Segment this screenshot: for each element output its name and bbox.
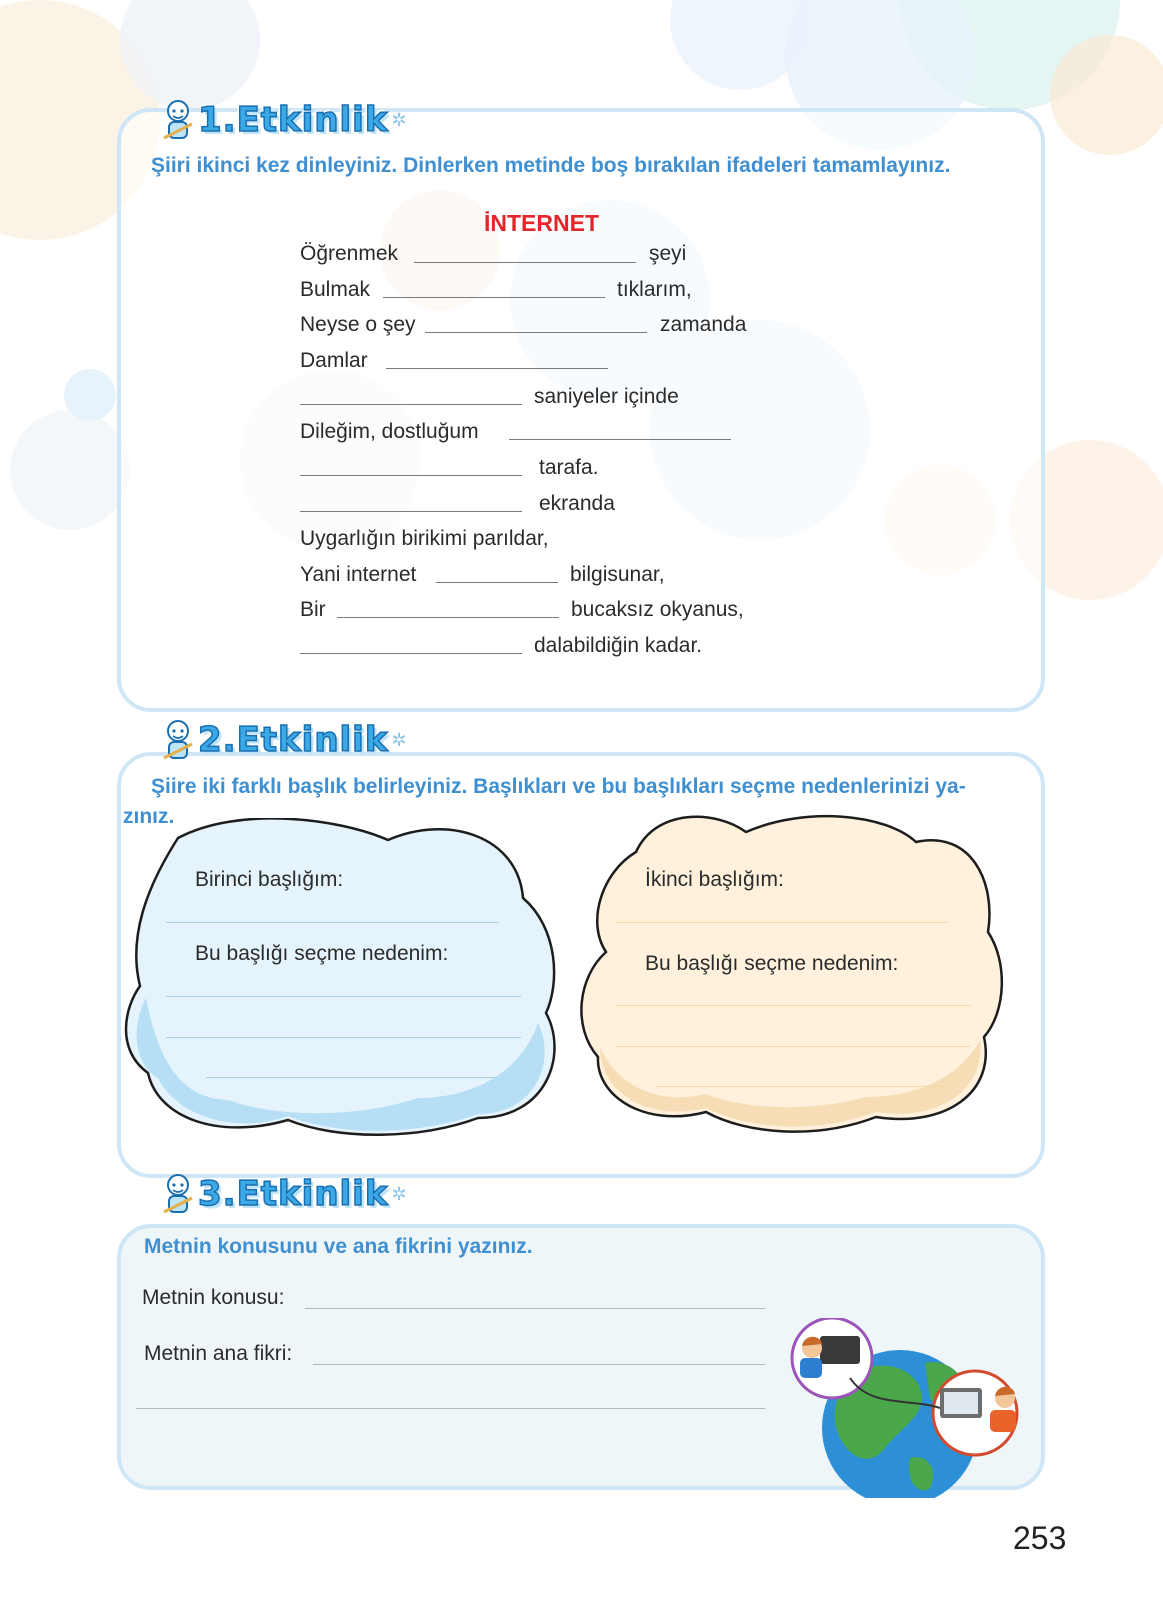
poem-blank-12[interactable] [300,653,522,654]
globe-computers-illustration [790,1318,1060,1498]
main-idea-label: Metnin ana fikri: [144,1342,293,1365]
cloud-right-reason-label: Bu başlığı seçme nedenim: [645,952,899,975]
activity2-badge-label: 2.Etkinlik [198,720,389,760]
cloud-left-title-label: Birinci başlığım: [195,868,344,891]
activity3-instruction: Metnin konusunu ve ana fikrini yazınız. [144,1235,533,1258]
poem-blank-7[interactable] [300,475,522,476]
star-icon: ✲ [391,109,407,130]
mascot-icon [160,98,196,142]
poem-line-11-end: bucaksız okyanus, [571,598,744,621]
poem-line-2-end: tıklarım, [617,278,692,301]
poem-blank-10[interactable] [436,582,558,583]
page-number: 253 [1013,1520,1067,1556]
mascot-icon [160,718,196,762]
cloud-right-title-line[interactable] [616,922,948,923]
poem-line-2-start: Bulmak [300,278,371,301]
cloud-right [576,812,1008,1152]
poem-blank-4[interactable] [386,368,608,369]
main-idea-input-line-2[interactable] [136,1408,765,1409]
star-icon: ✲ [391,729,407,750]
activity3-badge-label: 3.Etkinlik [198,1174,389,1214]
poem-line-10-end: bilgisunar, [570,563,665,586]
activity2-instruction-line1: Şiire iki farklı başlık belirleyiniz. Başlıkları ve bu başlıkları seçme nedenlerinizi ya- [151,775,966,798]
poem-blank-3[interactable] [425,332,647,333]
star-icon: ✲ [391,1183,407,1204]
activity1-badge [160,98,407,142]
poem-line-1-start: Öğrenmek [300,242,399,265]
topic-label: Metnin konusu: [142,1286,285,1309]
poem-line-10-start: Yani internet [300,563,417,586]
activity3-badge [160,1172,407,1216]
cloud-right-reason-line-2[interactable] [616,1046,971,1047]
poem-line-4-start: Damlar [300,349,368,372]
poem-blank-5[interactable] [300,404,522,405]
cloud-left-reason-label: Bu başlığı seçme nedenim: [195,942,449,965]
poem-blank-11[interactable] [337,617,559,618]
poem-blank-1[interactable] [414,262,636,263]
activity2-instruction-line2: zınız. [123,805,175,828]
activity1-instruction: Şiiri ikinci kez dinleyiniz. Dinlerken metinde boş bırakılan ifadeleri tamamlayınız. [151,154,951,177]
poem-blank-8[interactable] [300,511,522,512]
activity2-badge [160,718,407,762]
poem-line-9: Uygarlığın birikimi parıldar, [300,527,549,550]
poem-line-6-start: Dileğim, dostluğum [300,420,479,443]
poem-blank-6[interactable] [509,439,731,440]
poem-line-3-end: zamanda [660,313,747,336]
cloud-left-reason-line-2[interactable] [166,1037,521,1038]
mascot-icon [160,1172,196,1216]
poem-line-3-start: Neyse o şey [300,313,416,336]
poem-title: İNTERNET [484,210,599,236]
poem-line-5-end: saniyeler içinde [534,385,679,408]
cloud-left-reason-line-3[interactable] [206,1077,496,1078]
poem-line-7-end: tarafa. [539,456,599,479]
poem-line-12-end: dalabildiğin kadar. [534,634,703,657]
topic-input-line[interactable] [305,1308,765,1309]
poem-blank-2[interactable] [383,297,605,298]
activity1-badge-label: 1.Etkinlik [198,100,389,140]
cloud-right-reason-line-3[interactable] [656,1086,946,1087]
cloud-right-title-label: İkinci başlığım: [645,868,784,891]
poem-line-11-start: Bir [300,598,326,621]
cloud-left-reason-line-1[interactable] [166,996,521,997]
cloud-right-reason-line-1[interactable] [616,1005,971,1006]
cloud-left-title-line[interactable] [166,922,499,923]
poem-line-1-end: şeyi [649,242,687,265]
poem-line-8-end: ekranda [539,492,615,515]
main-idea-input-line[interactable] [313,1364,765,1365]
